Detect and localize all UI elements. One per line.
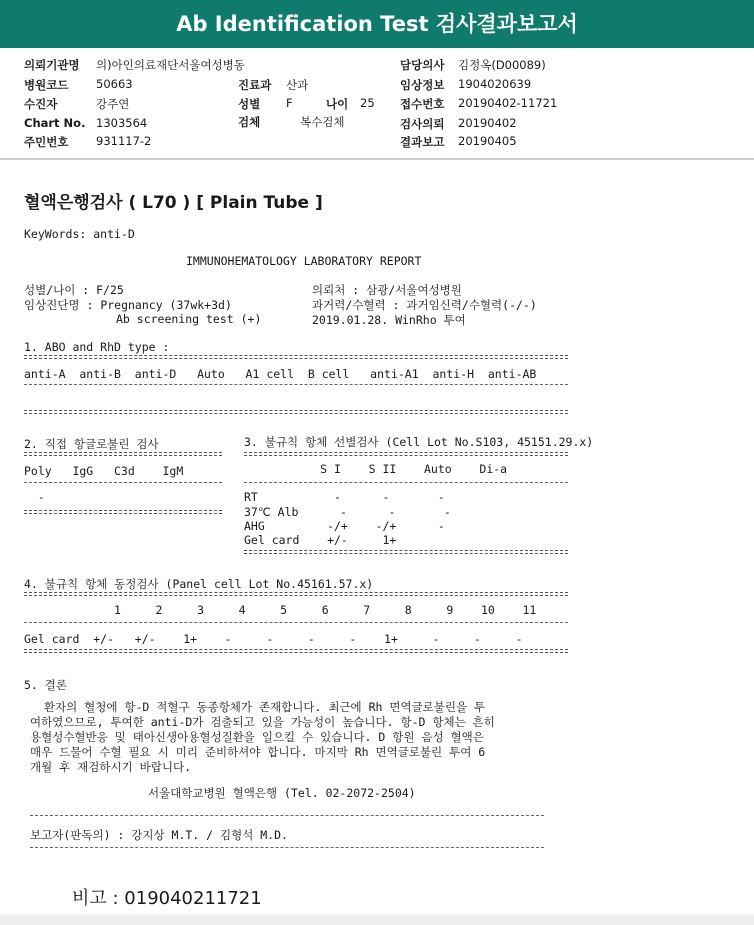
conclusion-title: 5. 결론 — [24, 678, 67, 692]
double-rule — [24, 510, 222, 514]
test-title: 혈액은행검사 ( L70 ) [ Plain Tube ] — [24, 193, 323, 213]
patient-value: 강주연 — [96, 97, 130, 111]
antibody-id-values: Gel card +/- +/- 1+ - - - - 1+ - - - — [24, 632, 523, 646]
dash-rule — [244, 482, 568, 483]
age-label: 나이 — [326, 97, 349, 111]
dash-rule — [24, 482, 222, 483]
antibody-id-title: 4. 불규칙 항체 동정검사 (Panel cell Lot No.45161.57.x) — [24, 577, 374, 591]
conclusion-line: 개월 후 재검하시기 바랍니다. — [30, 760, 192, 774]
request-date-label: 검사의뢰 — [400, 117, 445, 131]
history-line: 과거력/수혈력 : 과거임신력/수혈력(-/-) — [312, 298, 537, 312]
patient-info-panel — [0, 48, 754, 156]
sex-value: F — [286, 96, 293, 110]
diagnosis-line: 임상진단명 : Pregnancy (37wk+3d) — [24, 298, 232, 312]
keywords: KeyWords: anti-D — [24, 227, 135, 241]
patient-label: 수진자 — [24, 97, 58, 111]
resident-id-value: 931117-2 — [96, 134, 152, 148]
doctor-label: 담당의사 — [400, 58, 445, 72]
dash-rule — [24, 622, 568, 623]
antibody-screen-headers: S I S II Auto Di-a — [244, 462, 508, 476]
institution-label: 의뢰기관명 — [24, 58, 80, 72]
conclusion-line: 용혈성수혈반응 및 태아신생아용혈성질환을 일으킬 수 있습니다. D 항원 음성 혈액은 — [30, 730, 484, 744]
chart-no-label: Chart No. — [24, 116, 86, 130]
dash-rule — [30, 847, 544, 848]
abo-rhd-headers: anti-A anti-B anti-D Auto A1 cell B cell anti-A1 anti-H anti-AB — [24, 367, 537, 381]
conclusion-line: 여하였으므로, 투여한 anti-D가 검출되고 있을 가능성이 높습니다. 항-D 항체는 흔히 — [30, 715, 495, 729]
history-line-2: 2019.01.28. WinRho 투여 — [312, 313, 466, 327]
age-value: 25 — [360, 96, 375, 110]
clinical-info-value: 1904020639 — [458, 77, 532, 91]
section-divider — [0, 158, 754, 160]
requester-line: 의뢰처 : 삼광/서울여성병원 — [312, 283, 462, 297]
diagnosis-line-2: Ab screening test (+) — [116, 312, 262, 326]
blood-bank-contact: 서울대학교병원 혈액은행 (Tel. 02-2072-2504) — [148, 786, 416, 800]
sex-age-line: 성별/나이 : F/25 — [24, 283, 124, 297]
receipt-no-label: 접수번호 — [400, 97, 445, 111]
double-rule — [24, 452, 222, 456]
conclusion-line: 환자의 혈청에 항-D 적혈구 동종항체가 존재합니다. 최근에 Rh 면역글로불린을 투 — [30, 700, 486, 714]
dash-rule — [30, 815, 544, 816]
antibody-screen-title: 3. 불규칙 항체 선별검사 (Cell Lot No.S103, 45151.29.x) — [244, 435, 594, 449]
antibody-id-headers: 1 2 3 4 5 6 7 8 9 10 11 — [24, 603, 537, 617]
chart-no-value: 1303564 — [96, 116, 148, 130]
dat-title: 2. 직접 항글로불린 검사 — [24, 437, 159, 451]
resident-id-label: 주민번호 — [24, 135, 69, 149]
double-rule — [24, 355, 568, 359]
double-rule — [24, 592, 568, 596]
doctor-value: 김정옥(D00089) — [458, 58, 546, 72]
remark: 비고 : 019040211721 — [72, 888, 262, 909]
sex-label: 성별 — [238, 97, 261, 111]
dept-label: 진료과 — [238, 78, 272, 92]
antibody-screen-row: 37℃ Alb - - - — [244, 505, 451, 519]
bottom-bar — [0, 915, 754, 925]
hospital-code-label: 병원코드 — [24, 78, 69, 92]
report-header: Ab Identification Test 검사결과보고서 — [0, 0, 754, 48]
request-date-value: 20190402 — [458, 116, 517, 130]
antibody-screen-row: AHG -/+ -/+ - — [244, 519, 445, 533]
double-rule — [244, 550, 568, 554]
reporter-line: 보고자(판독의) : 강지상 M.T. / 김형석 M.D. — [30, 828, 288, 842]
dat-values: - — [24, 490, 45, 504]
abo-rhd-title: 1. ABO and RhD type : — [24, 340, 170, 354]
antibody-screen-row: RT - - - — [244, 490, 445, 504]
dept-value: 산과 — [286, 78, 309, 92]
conclusion-line: 매우 드물어 수혈 필요 시 미리 준비하셔야 합니다. 마지막 Rh 면역글로불린 투여 6 — [30, 745, 486, 759]
lab-report-title: IMMUNOHEMATOLOGY LABORATORY REPORT — [186, 254, 422, 268]
double-rule — [244, 452, 568, 456]
institution-value: 의)아인의료재단서울여성병동 — [96, 58, 245, 72]
report-date-value: 20190405 — [458, 134, 517, 148]
specimen-value: 복수검체 — [300, 115, 345, 129]
double-rule — [24, 649, 568, 653]
double-rule — [24, 410, 568, 414]
receipt-no-value: 20190402-11721 — [458, 96, 558, 110]
dat-headers: Poly IgG C3d IgM — [24, 464, 184, 478]
clinical-info-label: 임상정보 — [400, 78, 445, 92]
dash-rule — [24, 384, 568, 385]
hospital-code-value: 50663 — [96, 77, 133, 91]
specimen-label: 검체 — [238, 115, 261, 129]
antibody-screen-row: Gel card +/- 1+ — [244, 533, 397, 547]
report-date-label: 결과보고 — [400, 135, 445, 149]
